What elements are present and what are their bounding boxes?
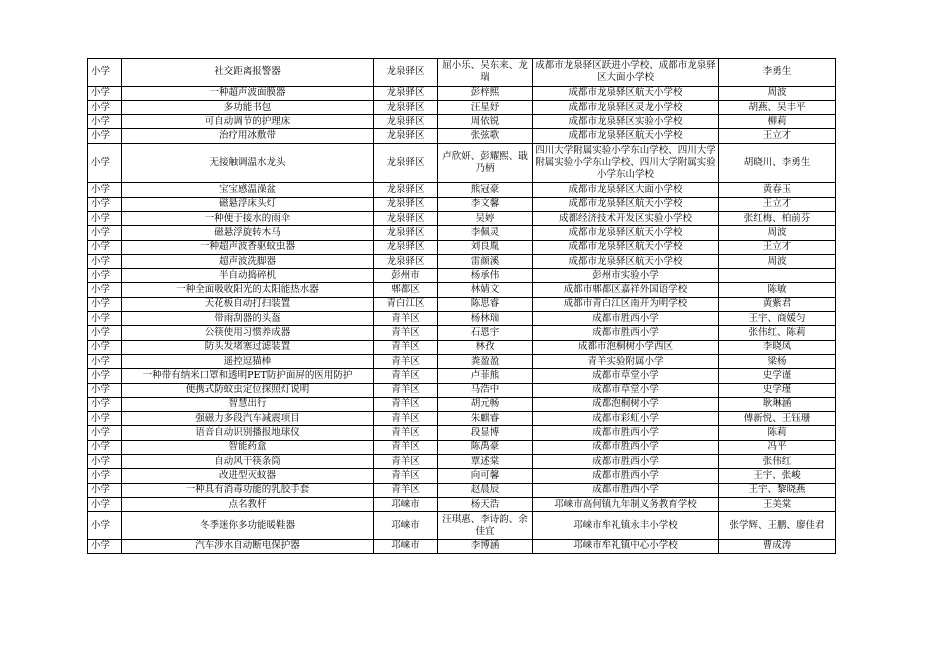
student-cell: 屈小乐、吴东来、龙瑞 xyxy=(438,59,533,87)
teacher-cell: 王立才 xyxy=(719,129,836,143)
school-cell: 成都市龙泉驿区大面小学校 xyxy=(533,183,719,197)
district-cell: 青羊区 xyxy=(374,469,438,483)
level-cell: 小学 xyxy=(88,539,122,553)
school-cell: 成都市胜西小学 xyxy=(533,483,719,497)
district-cell: 龙泉驿区 xyxy=(374,59,438,87)
level-cell: 小学 xyxy=(88,340,122,354)
district-cell: 龙泉驿区 xyxy=(374,226,438,240)
project-name-cell: 自动风干筷条筒 xyxy=(122,455,374,469)
project-name-cell: 磁悬浮旋转木马 xyxy=(122,226,374,240)
table-row xyxy=(88,483,836,497)
level-cell: 小学 xyxy=(88,129,122,143)
student-cell: 向可馨 xyxy=(438,469,533,483)
project-name-cell: 磁悬浮床头灯 xyxy=(122,197,374,211)
student-cell: 杨林瑞 xyxy=(438,312,533,326)
level-cell: 小学 xyxy=(88,483,122,497)
teacher-cell: 冯平 xyxy=(719,440,836,454)
level-cell: 小学 xyxy=(88,86,122,100)
project-name-cell: 智慧出行 xyxy=(122,397,374,411)
table-row xyxy=(88,197,836,211)
student-cell: 赵晨辰 xyxy=(438,483,533,497)
school-cell: 成都市胜西小学 xyxy=(533,455,719,469)
level-cell: 小学 xyxy=(88,397,122,411)
teacher-cell: 傅新悦、王钰珊 xyxy=(719,412,836,426)
student-cell: 彭梓熙 xyxy=(438,86,533,100)
school-cell: 成都市龙泉驿区航天小学校 xyxy=(533,226,719,240)
project-name-cell: 无接触调温水龙头 xyxy=(122,143,374,183)
school-cell: 成都泡桐树小学 xyxy=(533,397,719,411)
level-cell: 小学 xyxy=(88,115,122,129)
student-cell: 马浩中 xyxy=(438,383,533,397)
project-name-cell: 一种超声波面膜器 xyxy=(122,86,374,100)
teacher-cell: 黄紫君 xyxy=(719,297,836,311)
school-cell: 成都市郫都区嘉祥外国语学校 xyxy=(533,283,719,297)
teacher-cell: 王美棠 xyxy=(719,497,836,511)
level-cell: 小学 xyxy=(88,369,122,383)
district-cell: 青白江区 xyxy=(374,297,438,311)
teacher-cell: 王立才 xyxy=(719,240,836,254)
project-name-cell: 半自动捣碎机 xyxy=(122,269,374,283)
table-row xyxy=(88,283,836,297)
table-row xyxy=(88,183,836,197)
school-cell: 四川大学附属实验小学东山学校、四川大学附属实验小学东山学校、四川大学附属实验小学东山学校 xyxy=(533,143,719,183)
student-cell: 粪盈盈 xyxy=(438,354,533,368)
teacher-cell: 周波 xyxy=(719,254,836,268)
district-cell: 龙泉驿区 xyxy=(374,115,438,129)
student-cell: 林婧文 xyxy=(438,283,533,297)
teacher-cell: 张红梅、柏前芬 xyxy=(719,211,836,225)
district-cell: 青羊区 xyxy=(374,412,438,426)
award-list-table xyxy=(87,58,836,554)
project-name-cell: 遥控逗猫棒 xyxy=(122,354,374,368)
level-cell: 小学 xyxy=(88,426,122,440)
project-name-cell: 治疗用冰敷带 xyxy=(122,129,374,143)
teacher-cell: 李勇生 xyxy=(719,59,836,87)
school-cell: 邛崃市高何镇九年制义务教育学校 xyxy=(533,497,719,511)
school-cell: 成都市龙泉驿区航天小学校 xyxy=(533,86,719,100)
teacher-cell: 曹成涛 xyxy=(719,539,836,553)
table-row xyxy=(88,211,836,225)
table-row xyxy=(88,497,836,511)
table-row xyxy=(88,129,836,143)
district-cell: 青羊区 xyxy=(374,426,438,440)
district-cell: 邛崃市 xyxy=(374,539,438,553)
teacher-cell: 王宇、商媛匀 xyxy=(719,312,836,326)
district-cell: 彭州市 xyxy=(374,269,438,283)
table-body xyxy=(88,59,836,554)
student-cell: 熊冠豪 xyxy=(438,183,533,197)
project-name-cell: 可自动调节的护理床 xyxy=(122,115,374,129)
student-cell: 朱麒睿 xyxy=(438,412,533,426)
level-cell: 小学 xyxy=(88,326,122,340)
district-cell: 青羊区 xyxy=(374,483,438,497)
district-cell: 青羊区 xyxy=(374,326,438,340)
table-row xyxy=(88,254,836,268)
district-cell: 龙泉驿区 xyxy=(374,197,438,211)
teacher-cell: 陈敏 xyxy=(719,283,836,297)
level-cell: 小学 xyxy=(88,240,122,254)
level-cell: 小学 xyxy=(88,211,122,225)
district-cell: 青羊区 xyxy=(374,340,438,354)
district-cell: 郫都区 xyxy=(374,283,438,297)
school-cell: 成都市龙泉驿区航天小学校 xyxy=(533,240,719,254)
school-cell: 成都市胜西小学 xyxy=(533,426,719,440)
school-cell: 成都市胜西小学 xyxy=(533,440,719,454)
student-cell: 卢菲熊 xyxy=(438,369,533,383)
teacher-cell: 史学谨 xyxy=(719,369,836,383)
table-row xyxy=(88,412,836,426)
school-cell: 成都市胜西小学 xyxy=(533,469,719,483)
teacher-cell: 胡晓川、李勇生 xyxy=(719,143,836,183)
project-name-cell: 多功能书包 xyxy=(122,100,374,114)
teacher-cell: 柳莉 xyxy=(719,115,836,129)
table-row xyxy=(88,369,836,383)
student-cell: 吴婷 xyxy=(438,211,533,225)
level-cell: 小学 xyxy=(88,383,122,397)
school-cell: 成都市龙泉驿区航天小学校 xyxy=(533,129,719,143)
school-cell: 成都市草堂小学 xyxy=(533,369,719,383)
level-cell: 小学 xyxy=(88,269,122,283)
table-row xyxy=(88,59,836,87)
district-cell: 龙泉驿区 xyxy=(374,240,438,254)
district-cell: 青羊区 xyxy=(374,440,438,454)
student-cell: 陈禹豪 xyxy=(438,440,533,454)
school-cell: 成都市草堂小学 xyxy=(533,383,719,397)
teacher-cell: 周波 xyxy=(719,226,836,240)
school-cell: 邛崃市牟礼镇中心小学校 xyxy=(533,539,719,553)
level-cell: 小学 xyxy=(88,455,122,469)
project-name-cell: 一种带有纳米口罩和透明PET防护面屏的医用防护 xyxy=(122,369,374,383)
table-row xyxy=(88,426,836,440)
district-cell: 龙泉驿区 xyxy=(374,211,438,225)
school-cell: 成都市彩虹小学 xyxy=(533,412,719,426)
student-cell: 陈思睿 xyxy=(438,297,533,311)
level-cell: 小学 xyxy=(88,497,122,511)
table-row xyxy=(88,512,836,540)
level-cell: 小学 xyxy=(88,283,122,297)
level-cell: 小学 xyxy=(88,197,122,211)
teacher-cell: 胡燕、吴丰平 xyxy=(719,100,836,114)
school-cell: 成都市泡桐树小学西区 xyxy=(533,340,719,354)
district-cell: 龙泉驿区 xyxy=(374,100,438,114)
table-row xyxy=(88,383,836,397)
table-row xyxy=(88,312,836,326)
table-row xyxy=(88,455,836,469)
student-cell: 胡元畅 xyxy=(438,397,533,411)
school-cell: 成都市龙泉驿区航天小学校 xyxy=(533,197,719,211)
level-cell: 小学 xyxy=(88,297,122,311)
table-row xyxy=(88,226,836,240)
teacher-cell: 王立才 xyxy=(719,197,836,211)
school-cell: 青羊实验附属小学 xyxy=(533,354,719,368)
school-cell: 成都市龙泉驿区航天小学校 xyxy=(533,254,719,268)
teacher-cell: 张学辉、王鹏、廖佳君 xyxy=(719,512,836,540)
level-cell: 小学 xyxy=(88,100,122,114)
student-cell: 段显博 xyxy=(438,426,533,440)
student-cell: 石恩宇 xyxy=(438,326,533,340)
project-name-cell: 便携式防蚊虫定位探照灯说明 xyxy=(122,383,374,397)
teacher-cell: 史学瑾 xyxy=(719,383,836,397)
table-row xyxy=(88,100,836,114)
project-name-cell: 一种超声波香驱蚊虫器 xyxy=(122,240,374,254)
teacher-cell: 耿琳涵 xyxy=(719,397,836,411)
school-cell: 成都经济技术开发区实验小学校 xyxy=(533,211,719,225)
project-name-cell: 带雨刮器的头盔 xyxy=(122,312,374,326)
district-cell: 邛崃市 xyxy=(374,497,438,511)
district-cell: 青羊区 xyxy=(374,383,438,397)
student-cell: 汪星妤 xyxy=(438,100,533,114)
table-row xyxy=(88,397,836,411)
project-name-cell: 公筷使用习惯养成器 xyxy=(122,326,374,340)
level-cell: 小学 xyxy=(88,440,122,454)
district-cell: 青羊区 xyxy=(374,369,438,383)
district-cell: 龙泉驿区 xyxy=(374,129,438,143)
district-cell: 龙泉驿区 xyxy=(374,143,438,183)
project-name-cell: 改进型灭蚊器 xyxy=(122,469,374,483)
teacher-cell: 李晓凤 xyxy=(719,340,836,354)
student-cell: 张弦歌 xyxy=(438,129,533,143)
table-row xyxy=(88,354,836,368)
teacher-cell: 梁杨 xyxy=(719,354,836,368)
student-cell: 李佩灵 xyxy=(438,226,533,240)
table-row xyxy=(88,115,836,129)
table-row xyxy=(88,240,836,254)
school-cell: 邛崃市牟礼镇永丰小学校 xyxy=(533,512,719,540)
student-cell: 李文馨 xyxy=(438,197,533,211)
table-row xyxy=(88,326,836,340)
table-row xyxy=(88,143,836,183)
district-cell: 龙泉驿区 xyxy=(374,254,438,268)
table-row xyxy=(88,469,836,483)
student-cell: 林孜 xyxy=(438,340,533,354)
teacher-cell: 王宇、张峻 xyxy=(719,469,836,483)
student-cell: 刘良胤 xyxy=(438,240,533,254)
level-cell: 小学 xyxy=(88,412,122,426)
level-cell: 小学 xyxy=(88,143,122,183)
level-cell: 小学 xyxy=(88,59,122,87)
school-cell: 成都市胜西小学 xyxy=(533,312,719,326)
project-name-cell: 超声波洗脚器 xyxy=(122,254,374,268)
project-name-cell: 天花板自动打扫装置 xyxy=(122,297,374,311)
district-cell: 青羊区 xyxy=(374,397,438,411)
table-row xyxy=(88,440,836,454)
level-cell: 小学 xyxy=(88,512,122,540)
level-cell: 小学 xyxy=(88,254,122,268)
project-name-cell: 汽车涉水自动断电保护器 xyxy=(122,539,374,553)
level-cell: 小学 xyxy=(88,312,122,326)
student-cell: 覃述棠 xyxy=(438,455,533,469)
project-name-cell: 冬季迷你多功能暖鞋器 xyxy=(122,512,374,540)
level-cell: 小学 xyxy=(88,226,122,240)
table-row xyxy=(88,86,836,100)
teacher-cell xyxy=(719,269,836,283)
project-name-cell: 一种便于接水的雨伞 xyxy=(122,211,374,225)
school-cell: 成都市龙泉驿区实验小学校 xyxy=(533,115,719,129)
student-cell: 周依锐 xyxy=(438,115,533,129)
district-cell: 龙泉驿区 xyxy=(374,183,438,197)
project-name-cell: 宝宝感温澡盆 xyxy=(122,183,374,197)
student-cell: 汪琪惠、李诗韵、余佳宜 xyxy=(438,512,533,540)
teacher-cell: 张伟红 xyxy=(719,455,836,469)
project-name-cell: 智能药盒 xyxy=(122,440,374,454)
table-row xyxy=(88,539,836,553)
district-cell: 青羊区 xyxy=(374,455,438,469)
student-cell: 雷颜溪 xyxy=(438,254,533,268)
level-cell: 小学 xyxy=(88,354,122,368)
district-cell: 邛崃市 xyxy=(374,512,438,540)
project-name-cell: 一种具有消毒功能的乳胶手套 xyxy=(122,483,374,497)
school-cell: 彭州市实验小学 xyxy=(533,269,719,283)
district-cell: 青羊区 xyxy=(374,354,438,368)
level-cell: 小学 xyxy=(88,469,122,483)
teacher-cell: 黄春玉 xyxy=(719,183,836,197)
school-cell: 成都市龙泉驿区灵龙小学校 xyxy=(533,100,719,114)
student-cell: 李博涵 xyxy=(438,539,533,553)
student-cell: 卢欣妍、彭耀熙、戢乃柄 xyxy=(438,143,533,183)
district-cell: 龙泉驿区 xyxy=(374,86,438,100)
project-name-cell: 防头发堵塞过滤装置 xyxy=(122,340,374,354)
project-name-cell: 点名教杆 xyxy=(122,497,374,511)
school-cell: 成都市胜西小学 xyxy=(533,326,719,340)
district-cell: 青羊区 xyxy=(374,312,438,326)
table-row xyxy=(88,340,836,354)
teacher-cell: 王宇、黎晓燕 xyxy=(719,483,836,497)
teacher-cell: 张伟红、陈莉 xyxy=(719,326,836,340)
teacher-cell: 周波 xyxy=(719,86,836,100)
table-row xyxy=(88,269,836,283)
project-name-cell: 强磁力多段汽车减震项目 xyxy=(122,412,374,426)
project-name-cell: 社交距离报警器 xyxy=(122,59,374,87)
teacher-cell: 陈莉 xyxy=(719,426,836,440)
student-cell: 杨天浩 xyxy=(438,497,533,511)
school-cell: 成都市龙泉驿区跃进小学校、成都市龙泉驿区大面小学校 xyxy=(533,59,719,87)
school-cell: 成都市青白江区南开为明学校 xyxy=(533,297,719,311)
level-cell: 小学 xyxy=(88,183,122,197)
project-name-cell: 一种全面吸收阳光的太阳能热水器 xyxy=(122,283,374,297)
project-name-cell: 语音自动识别播报地球仪 xyxy=(122,426,374,440)
student-cell: 杨承伟 xyxy=(438,269,533,283)
table-row xyxy=(88,297,836,311)
